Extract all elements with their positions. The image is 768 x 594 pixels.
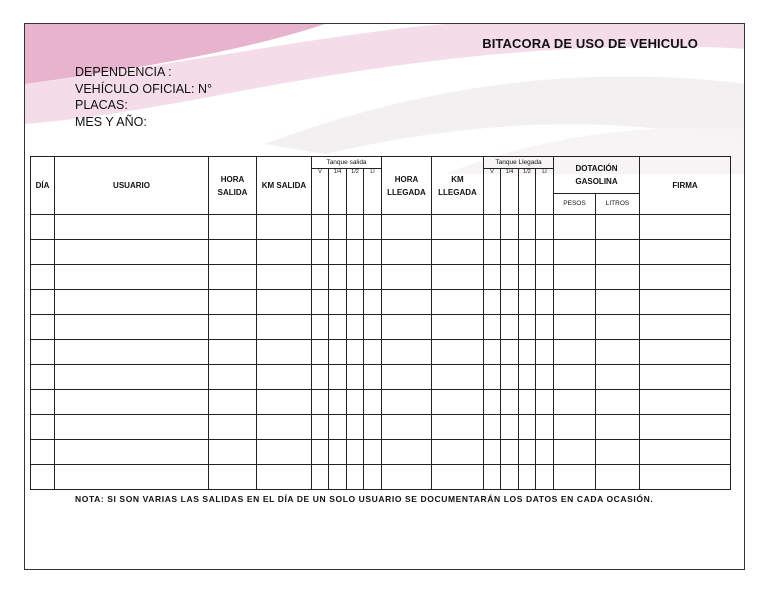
table-cell[interactable] — [329, 465, 347, 490]
tank-out-full: Ll — [364, 169, 382, 215]
table-row — [31, 415, 731, 440]
table-cell[interactable] — [432, 340, 484, 365]
table-cell[interactable] — [209, 415, 257, 440]
table-cell[interactable] — [312, 465, 329, 490]
table-cell[interactable] — [501, 265, 519, 290]
header-dia: DÍA — [31, 157, 55, 215]
table-cell[interactable] — [640, 240, 731, 265]
table-row — [31, 240, 731, 265]
table-cell[interactable] — [55, 240, 209, 265]
table-cell[interactable] — [554, 390, 596, 415]
table-cell[interactable] — [501, 215, 519, 240]
table-cell[interactable] — [382, 215, 432, 240]
table-cell[interactable] — [554, 465, 596, 490]
table-cell[interactable] — [432, 215, 484, 240]
document-title: BITACORA DE USO DE VEHICULO — [482, 36, 698, 51]
header-firma: FIRMA — [640, 157, 731, 215]
table-cell[interactable] — [329, 265, 347, 290]
tank-out-quarter: 1/4 — [329, 169, 347, 215]
table-cell[interactable] — [554, 240, 596, 265]
table-cell[interactable] — [432, 265, 484, 290]
table-cell[interactable] — [257, 390, 312, 415]
table-cell[interactable] — [312, 315, 329, 340]
header-dotacion: DOTACIÓN GASOLINA — [554, 157, 640, 194]
table-cell[interactable] — [209, 340, 257, 365]
mes-anio-label: MES Y AÑO: — [75, 114, 147, 129]
table-cell[interactable] — [347, 465, 364, 490]
table-cell[interactable] — [432, 240, 484, 265]
header-fields — [75, 64, 212, 130]
table-cell[interactable] — [501, 365, 519, 390]
table-cell[interactable] — [347, 240, 364, 265]
table-cell[interactable] — [31, 390, 55, 415]
table-cell[interactable] — [501, 240, 519, 265]
header-tanque-llegada: Tanque Llegada — [484, 157, 554, 169]
table-cell[interactable] — [31, 340, 55, 365]
table-cell[interactable] — [329, 290, 347, 315]
header-litros: LITROS — [596, 194, 640, 215]
table-cell[interactable] — [519, 240, 536, 265]
table-cell[interactable] — [55, 340, 209, 365]
table-cell[interactable] — [364, 315, 382, 340]
table-row — [31, 265, 731, 290]
table-cell[interactable] — [501, 315, 519, 340]
table-cell[interactable] — [536, 315, 554, 340]
table-cell[interactable] — [312, 415, 329, 440]
table-cell[interactable] — [364, 415, 382, 440]
table-cell[interactable] — [347, 365, 364, 390]
table-cell[interactable] — [501, 340, 519, 365]
table-cell[interactable] — [347, 415, 364, 440]
table-cell[interactable] — [554, 290, 596, 315]
table-cell[interactable] — [484, 365, 501, 390]
table-cell[interactable] — [519, 215, 536, 240]
table-cell[interactable] — [536, 465, 554, 490]
table-cell[interactable] — [55, 365, 209, 390]
table-cell[interactable] — [519, 290, 536, 315]
table-cell[interactable] — [55, 290, 209, 315]
table-cell[interactable] — [432, 315, 484, 340]
tank-in-quarter: 1/4 — [501, 169, 519, 215]
table-cell[interactable] — [364, 390, 382, 415]
vehicle-log-table — [30, 156, 731, 490]
placas-label: PLACAS: — [75, 98, 128, 112]
table-cell[interactable] — [519, 340, 536, 365]
table-cell[interactable] — [640, 315, 731, 340]
table-cell[interactable] — [501, 290, 519, 315]
table-cell[interactable] — [312, 390, 329, 415]
table-cell[interactable] — [31, 290, 55, 315]
table-cell[interactable] — [209, 215, 257, 240]
table-cell[interactable] — [329, 240, 347, 265]
footer-note: NOTA: SI SON VARIAS LAS SALIDAS EN EL DÍA DE UN SOLO USUARIO SE DOCUMENTARÁN LOS DATOS EN CADA OCASIÓN. — [75, 494, 654, 504]
table-cell[interactable] — [55, 465, 209, 490]
table-cell[interactable] — [640, 415, 731, 440]
table-cell[interactable] — [432, 440, 484, 465]
table-cell[interactable] — [257, 240, 312, 265]
table-cell[interactable] — [257, 315, 312, 340]
table-cell[interactable] — [596, 265, 640, 290]
table-cell[interactable] — [484, 440, 501, 465]
table-cell[interactable] — [364, 290, 382, 315]
table-cell[interactable] — [31, 440, 55, 465]
header-hora-llegada: HORA LLEGADA — [382, 157, 432, 215]
table-cell[interactable] — [596, 390, 640, 415]
header-hora-salida: HORA SALIDA — [209, 157, 257, 215]
table-cell[interactable] — [257, 340, 312, 365]
table-row — [31, 215, 731, 240]
table-cell[interactable] — [596, 215, 640, 240]
header-usuario: USUARIO — [55, 157, 209, 215]
table-row — [31, 290, 731, 315]
table-cell[interactable] — [312, 290, 329, 315]
table-row — [31, 365, 731, 390]
table-cell[interactable] — [536, 365, 554, 390]
table-cell[interactable] — [432, 365, 484, 390]
table-cell[interactable] — [519, 265, 536, 290]
table-cell[interactable] — [347, 390, 364, 415]
table-cell[interactable] — [347, 440, 364, 465]
table-cell[interactable] — [209, 290, 257, 315]
table-cell[interactable] — [55, 390, 209, 415]
table-cell[interactable] — [382, 265, 432, 290]
table-cell[interactable] — [432, 415, 484, 440]
table-cell[interactable] — [484, 290, 501, 315]
table-cell[interactable] — [640, 465, 731, 490]
table-cell[interactable] — [382, 240, 432, 265]
table-cell[interactable] — [596, 240, 640, 265]
table-cell[interactable] — [364, 265, 382, 290]
table-cell[interactable] — [382, 315, 432, 340]
table-cell[interactable] — [536, 215, 554, 240]
table-cell[interactable] — [640, 340, 731, 365]
log-body — [31, 215, 731, 490]
table-cell[interactable] — [640, 440, 731, 465]
table-cell[interactable] — [432, 290, 484, 315]
table-cell[interactable] — [329, 315, 347, 340]
table-cell[interactable] — [55, 415, 209, 440]
table-cell[interactable] — [31, 215, 55, 240]
table-cell[interactable] — [554, 415, 596, 440]
table-cell[interactable] — [312, 440, 329, 465]
table-cell[interactable] — [382, 440, 432, 465]
table-cell[interactable] — [640, 265, 731, 290]
table-cell[interactable] — [640, 290, 731, 315]
table-cell[interactable] — [312, 365, 329, 390]
table-cell[interactable] — [55, 315, 209, 340]
table-cell[interactable] — [347, 215, 364, 240]
header-pesos: PESOS — [554, 194, 596, 215]
table-cell[interactable] — [382, 415, 432, 440]
table-cell[interactable] — [536, 290, 554, 315]
table-cell[interactable] — [312, 340, 329, 365]
table-cell[interactable] — [536, 265, 554, 290]
header-km-llegada: KM LLEGADA — [432, 157, 484, 215]
table-cell[interactable] — [484, 240, 501, 265]
table-cell[interactable] — [484, 415, 501, 440]
table-cell[interactable] — [382, 340, 432, 365]
table-cell[interactable] — [31, 465, 55, 490]
table-cell[interactable] — [554, 215, 596, 240]
table-cell[interactable] — [536, 440, 554, 465]
table-cell[interactable] — [484, 465, 501, 490]
header-km-salida: KM SALIDA — [257, 157, 312, 215]
table-cell[interactable] — [382, 390, 432, 415]
table-cell[interactable] — [55, 440, 209, 465]
table-row — [31, 315, 731, 340]
table-cell[interactable] — [209, 465, 257, 490]
table-cell[interactable] — [484, 390, 501, 415]
table-cell[interactable] — [55, 215, 209, 240]
tank-in-empty: V — [484, 169, 501, 215]
table-cell[interactable] — [596, 415, 640, 440]
table-cell[interactable] — [501, 440, 519, 465]
table-cell[interactable] — [31, 415, 55, 440]
table-row — [31, 465, 731, 490]
table-cell[interactable] — [484, 215, 501, 240]
table-row — [31, 340, 731, 365]
table-cell[interactable] — [596, 315, 640, 340]
table-cell[interactable] — [432, 465, 484, 490]
table-cell[interactable] — [329, 215, 347, 240]
table-cell[interactable] — [596, 365, 640, 390]
table-cell[interactable] — [536, 240, 554, 265]
table-cell[interactable] — [519, 365, 536, 390]
table-row — [31, 390, 731, 415]
table-cell[interactable] — [432, 390, 484, 415]
table-cell[interactable] — [347, 265, 364, 290]
table-row — [31, 440, 731, 465]
table-cell[interactable] — [382, 465, 432, 490]
dependencia-label: DEPENDENCIA : — [75, 65, 172, 79]
table-cell[interactable] — [329, 415, 347, 440]
table-cell[interactable] — [640, 215, 731, 240]
form-page — [24, 23, 745, 570]
table-cell[interactable] — [347, 315, 364, 340]
table-cell[interactable] — [364, 440, 382, 465]
table-cell[interactable] — [554, 265, 596, 290]
table-cell[interactable] — [536, 390, 554, 415]
table-cell[interactable] — [364, 340, 382, 365]
table-cell[interactable] — [596, 340, 640, 365]
table-cell[interactable] — [329, 390, 347, 415]
table-cell[interactable] — [329, 365, 347, 390]
table-cell[interactable] — [31, 240, 55, 265]
table-cell[interactable] — [329, 440, 347, 465]
table-cell[interactable] — [519, 465, 536, 490]
table-cell[interactable] — [501, 390, 519, 415]
table-cell[interactable] — [596, 290, 640, 315]
tank-in-half: 1/2 — [519, 169, 536, 215]
table-cell[interactable] — [364, 215, 382, 240]
table-cell[interactable] — [554, 340, 596, 365]
table-cell[interactable] — [364, 240, 382, 265]
tank-out-half: 1/2 — [347, 169, 364, 215]
table-cell[interactable] — [209, 440, 257, 465]
table-cell[interactable] — [329, 340, 347, 365]
table-cell[interactable] — [257, 415, 312, 440]
table-cell[interactable] — [209, 240, 257, 265]
table-cell[interactable] — [640, 390, 731, 415]
table-cell[interactable] — [382, 290, 432, 315]
table-cell[interactable] — [31, 265, 55, 290]
table-cell[interactable] — [55, 265, 209, 290]
table-cell[interactable] — [519, 415, 536, 440]
table-cell[interactable] — [536, 415, 554, 440]
table-cell[interactable] — [536, 340, 554, 365]
table-cell[interactable] — [31, 315, 55, 340]
table-cell[interactable] — [312, 240, 329, 265]
table-cell[interactable] — [364, 465, 382, 490]
table-cell[interactable] — [347, 290, 364, 315]
table-cell[interactable] — [257, 465, 312, 490]
table-cell[interactable] — [257, 290, 312, 315]
table-cell[interactable] — [257, 215, 312, 240]
table-cell[interactable] — [519, 315, 536, 340]
table-cell[interactable] — [519, 440, 536, 465]
tank-in-full: Ll — [536, 169, 554, 215]
table-cell[interactable] — [257, 265, 312, 290]
table-cell[interactable] — [554, 365, 596, 390]
tank-out-empty: V — [312, 169, 329, 215]
table-cell[interactable] — [257, 440, 312, 465]
table-cell[interactable] — [484, 340, 501, 365]
table-cell[interactable] — [484, 265, 501, 290]
table-cell[interactable] — [554, 315, 596, 340]
table-cell[interactable] — [209, 365, 257, 390]
table-cell[interactable] — [347, 340, 364, 365]
table-cell[interactable] — [596, 440, 640, 465]
table-cell[interactable] — [209, 265, 257, 290]
vehiculo-label: VEHÍCULO OFICIAL: N° — [75, 81, 212, 96]
header-tanque-salida: Tanque salida — [312, 157, 382, 169]
table-cell[interactable] — [484, 315, 501, 340]
table-cell[interactable] — [209, 390, 257, 415]
table-cell[interactable] — [554, 440, 596, 465]
table-cell[interactable] — [209, 315, 257, 340]
table-cell[interactable] — [596, 465, 640, 490]
table-cell[interactable] — [519, 390, 536, 415]
table-cell[interactable] — [501, 465, 519, 490]
table-cell[interactable] — [364, 365, 382, 390]
table-cell[interactable] — [382, 365, 432, 390]
table-cell[interactable] — [312, 265, 329, 290]
table-cell[interactable] — [640, 365, 731, 390]
table-cell[interactable] — [312, 215, 329, 240]
table-cell[interactable] — [31, 365, 55, 390]
table-cell[interactable] — [501, 415, 519, 440]
table-cell[interactable] — [257, 365, 312, 390]
